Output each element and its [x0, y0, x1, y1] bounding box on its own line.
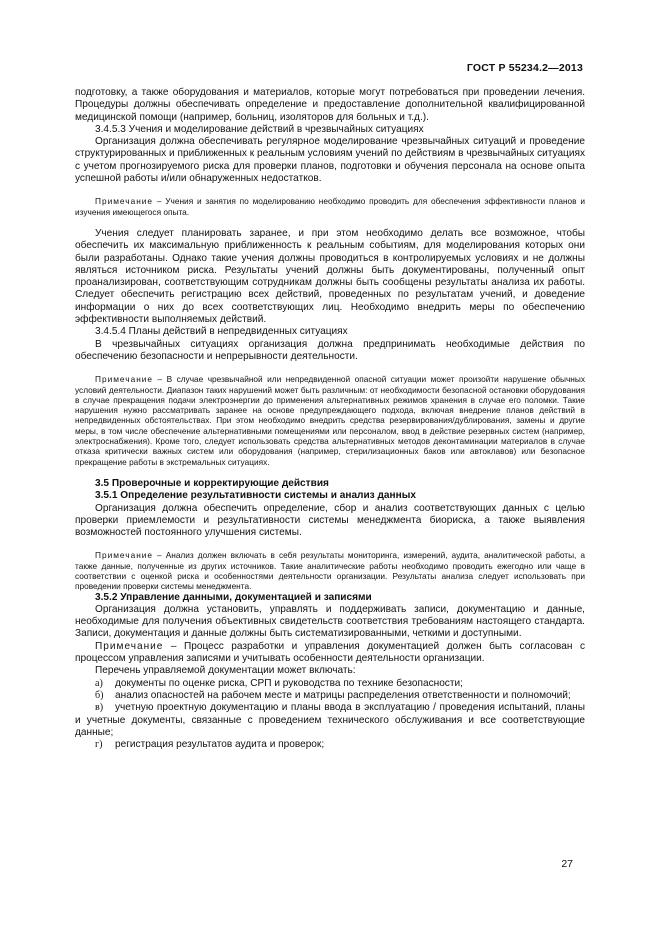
- note-text: – Процесс разработки и управления документацией должен быть согласован с процессом управления записями и учитывать особенности деятельности организации.: [75, 640, 585, 665]
- note-label: Примечание: [95, 374, 154, 385]
- paragraph: Учения следует планировать заранее, и при этом необходимо делать все возможное, чтобы обеспечить их максимальную приближенность к реальным событиям, для моделирования которых они были разработаны. Однако такие учения должны проводиться в контролируемых условиях и не должны являться источником риска. Результаты учений должны быть документированы, полученный опыт проанализирован, соответствующим сотрудникам должны быть сообщены результаты анализа их работы. Следует обеспечить регистрацию всех действий, проведенных по результатам учений, и доведение информации о них до всех соответствующих лиц. Необходимо внедрить меры по обеспечению эффективности выполняемых действий.: [75, 227, 585, 326]
- section-heading-3-5: 3.5 Проверочные и корректирующие действия: [95, 477, 329, 489]
- paragraph: Организация должна установить, управлять и поддерживать записи, документацию и данные, необходимые для получения объективных свидетельств соответствия требованиям настоящего стандарта. Записи, документация и данные должны быть систематизированными, четкими и доступными.: [75, 603, 585, 640]
- paragraph: В чрезвычайных ситуациях организация должна предпринимать необходимые действия по обеспечению безопасности и непрерывности деятельности.: [75, 338, 585, 362]
- list-item: [75, 678, 585, 690]
- note-text: – Анализ должен включать в себя результаты мониторинга, измерений, аудита, аналитической работы, а также данные, полученные из других источников. Такие аналитические работы необходимо проводить ежегодно или чаще в соответствии с оценкой риска и особенностями деятельности организации. Результаты анализа следует использовать при проведении проверки системы менеджмента.: [75, 550, 585, 592]
- list-item-text: анализ опасностей на рабочем месте и матрицы распределения ответственности и полномочий;: [115, 689, 571, 701]
- note-label: Примечание: [95, 196, 154, 207]
- page-number: 27: [561, 858, 573, 870]
- list-marker: г): [95, 739, 103, 751]
- paragraph: подготовку, а также оборудования и материалов, которые могут потребоваться при проведении лечения. Процедуры должны обеспечивать определение и предоставление дополнительной квалифицированной медицинской помощи (например, больниц, изоляторов для больных и т.д.).: [75, 87, 585, 123]
- section-heading-3-4-5-4: 3.4.5.4 Планы действий в непредвиденных ситуациях: [95, 326, 348, 338]
- section-heading-3-5-1: 3.5.1 Определение результативности системы и анализ данных: [95, 490, 416, 502]
- note-inline: [75, 641, 585, 666]
- list-item-text: регистрация результатов аудита и проверок;: [115, 739, 325, 751]
- note-text: – Учения и занятия по моделированию необходимо проводить для обеспечения эффективности планов и изучения имеющегося опыта.: [75, 196, 585, 217]
- note-label: Примечание: [95, 550, 154, 561]
- paragraph: Организация должна обеспечить определение, сбор и анализ соответствующих данных с целью проверки приемлемости и результативности системы менеджмента биориска, а также выявления возможностей постоянного улучшения системы.: [75, 502, 585, 539]
- document-code: ГОСТ Р 55234.2—2013: [466, 62, 583, 74]
- note: [75, 374, 585, 467]
- list-marker: а): [95, 677, 103, 689]
- paragraph: Организация должна обеспечивать регулярное моделирование чрезвычайных ситуаций и проведение структурированных и приближенных к реальным условиям учений по действиям в чрезвычайных ситуациях с учетом прогнозируемого риска для проверки планов, подготовки и обучения персонала на основе опыта успешной работы и/или обнаруженных недостатков.: [75, 136, 585, 185]
- list-marker: в): [95, 702, 104, 714]
- page-content: [75, 87, 585, 751]
- list-item: [75, 702, 585, 739]
- list-item: [75, 690, 585, 702]
- section-heading-3-5-2: 3.5.2 Управление данными, документацией и записями: [95, 591, 372, 603]
- note: [75, 196, 585, 217]
- note-text: – В случае чрезвычайной или непредвиденной опасной ситуации может произойти нарушение обычных условий деятельности. Диапазон таких нарушений может быть различным: от необходимости безопасной остановки оборудования в случае прекращения подачи электроэнергии до применения альтернативных режимов хранения в случае его поломки. Такие нарушения нужно рассматривать заранее на основе предупреждающего подхода, включая внедрение планов действий в непредвиденных обстоятельствах. При этом необходимо внедрить средства резервирования/дублирования, замены и другие меры, в том числе обеспечение альтернативными помещениями или персоналом, ввод в действие резервных систем (например, электроснабжения). Кроме того, следует использовать средства альтернативных методов деконтаминации материалов в случае отказа критически важных систем или оборудования (например, стерилизационных баков или автоклавов) или безопасное прекращение работы в экстремальных ситуациях.: [75, 374, 585, 467]
- list-item-text: учетную проектную документацию и планы ввода в эксплуатацию / проведения испытаний, планы и учетные документы, связанные с проведением технического обслуживания и все соответствующие данные;: [75, 702, 585, 738]
- list-item-text: документы по оценке риска, СРП и руководства по технике безопасности;: [115, 677, 463, 689]
- list-item: [75, 739, 585, 751]
- paragraph: Перечень управляемой документации может включать:: [95, 665, 356, 677]
- section-heading-3-4-5-3: 3.4.5.3 Учения и моделирование действий в чрезвычайных ситуациях: [95, 123, 424, 135]
- list-marker: б): [95, 689, 104, 701]
- note: [75, 550, 585, 591]
- note-label: Примечание: [95, 640, 164, 652]
